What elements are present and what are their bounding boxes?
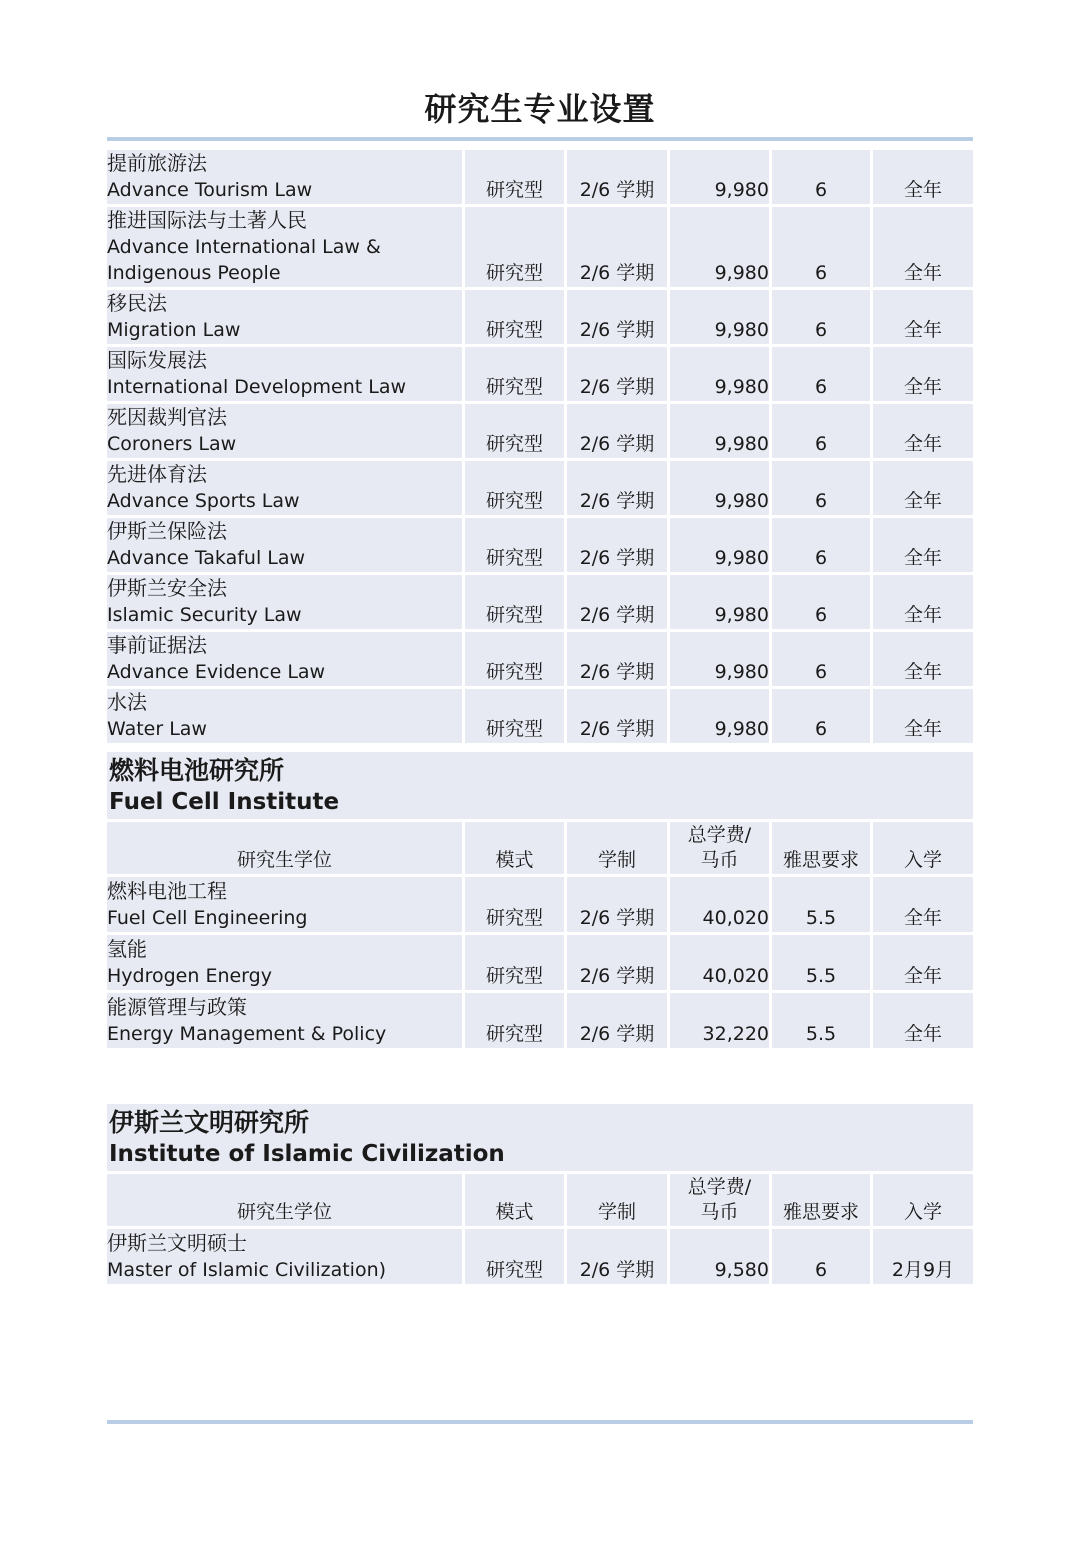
ielts-cell: 6 — [772, 518, 873, 575]
intake-cell: 全年 — [873, 207, 973, 290]
table-row — [107, 461, 973, 518]
institute-name-cn: 燃料电池研究所 — [109, 756, 285, 785]
table-row — [107, 993, 973, 1051]
fee-cell: 9,980 — [670, 575, 772, 632]
program-name-en: Energy Management & Policy — [107, 1023, 387, 1045]
column-header-duration: 学制 — [567, 822, 670, 877]
program-name-cn: 氢能 — [107, 937, 147, 961]
column-header-degree: 研究生学位 — [107, 822, 465, 877]
table-row — [107, 877, 973, 935]
intake-cell: 全年 — [873, 689, 973, 746]
fee-cell: 9,980 — [670, 404, 772, 461]
program-name-cn: 先进体育法 — [107, 462, 207, 486]
column-header-intake: 入学 — [873, 822, 973, 877]
intake-cell: 全年 — [873, 632, 973, 689]
program-name-cell — [107, 461, 465, 518]
program-name-cn: 国际发展法 — [107, 348, 207, 372]
duration-cell: 2/6 学期 — [567, 404, 670, 461]
mode-cell: 研究型 — [465, 461, 567, 518]
program-name-en: Master of Islamic Civilization) — [107, 1259, 387, 1281]
duration-cell: 2/6 学期 — [567, 877, 670, 935]
program-name-cell — [107, 207, 465, 290]
fee-cell: 9,980 — [670, 632, 772, 689]
table-row — [107, 689, 973, 746]
duration-cell: 2/6 学期 — [567, 290, 670, 347]
mode-cell: 研究型 — [465, 632, 567, 689]
program-name-en: Advance Evidence Law — [107, 661, 326, 683]
duration-cell: 2/6 学期 — [567, 518, 670, 575]
fee-header-line2: 马币 — [700, 849, 739, 871]
mode-cell: 研究型 — [465, 404, 567, 461]
intake-cell: 全年 — [873, 347, 973, 404]
program-name-cell — [107, 404, 465, 461]
program-name-en: Migration Law — [107, 319, 241, 341]
institute-name-en: Fuel Cell Institute — [109, 789, 340, 815]
ielts-cell: 6 — [772, 207, 873, 290]
program-name-cell — [107, 1229, 465, 1287]
duration-cell: 2/6 学期 — [567, 461, 670, 518]
column-header-ielts: 雅思要求 — [772, 1174, 873, 1229]
fee-header-line2: 马币 — [700, 1201, 739, 1223]
duration-cell: 2/6 学期 — [567, 935, 670, 993]
header-rule — [107, 137, 973, 141]
duration-cell: 2/6 学期 — [567, 993, 670, 1051]
program-name-cell — [107, 632, 465, 689]
institute-name-en: Institute of Islamic Civilization — [109, 1141, 505, 1167]
program-name-en: Advance Sports Law — [107, 490, 300, 512]
islamic-civilization-programs-table — [107, 1174, 973, 1287]
program-name-cn: 伊斯兰安全法 — [107, 576, 227, 600]
fee-cell: 9,580 — [670, 1229, 772, 1287]
fee-cell: 40,020 — [670, 935, 772, 993]
program-name-cn: 水法 — [107, 690, 147, 714]
program-name-cn: 移民法 — [107, 291, 167, 315]
intake-cell: 全年 — [873, 290, 973, 347]
column-header-mode: 模式 — [465, 822, 567, 877]
program-name-cell — [107, 575, 465, 632]
institute-heading-fuel-cell — [107, 752, 973, 819]
program-name-en: Coroners Law — [107, 433, 237, 455]
page-title: 研究生专业设置 — [424, 90, 656, 128]
ielts-cell: 6 — [772, 290, 873, 347]
duration-cell: 2/6 学期 — [567, 575, 670, 632]
intake-cell: 2月9月 — [873, 1229, 973, 1287]
table-row — [107, 207, 973, 290]
program-name-cn: 死因裁判官法 — [107, 405, 227, 429]
institute-heading-islamic-civilization — [107, 1104, 973, 1171]
intake-cell: 全年 — [873, 518, 973, 575]
ielts-cell: 5.5 — [772, 877, 873, 935]
program-name-cn: 伊斯兰文明硕士 — [107, 1231, 247, 1255]
table-row — [107, 404, 973, 461]
duration-cell: 2/6 学期 — [567, 1229, 670, 1287]
table-row — [107, 150, 973, 207]
footer-rule — [107, 1420, 973, 1424]
mode-cell: 研究型 — [465, 689, 567, 746]
fee-cell: 9,980 — [670, 207, 772, 290]
table-row — [107, 575, 973, 632]
table-row — [107, 632, 973, 689]
institute-name-cn: 伊斯兰文明研究所 — [109, 1108, 310, 1137]
program-name-en: Fuel Cell Engineering — [107, 907, 308, 929]
program-name-en: Water Law — [107, 718, 207, 740]
fee-cell: 32,220 — [670, 993, 772, 1051]
program-name-cn: 能源管理与政策 — [107, 995, 247, 1019]
program-name-cell — [107, 518, 465, 575]
intake-cell: 全年 — [873, 993, 973, 1051]
program-name-cell — [107, 347, 465, 404]
program-name-en: Advance Takaful Law — [107, 547, 306, 569]
program-name-cn: 提前旅游法 — [107, 151, 207, 175]
fee-cell: 9,980 — [670, 518, 772, 575]
table-header-row — [107, 822, 973, 877]
table-row — [107, 1229, 973, 1287]
ielts-cell: 6 — [772, 575, 873, 632]
column-header-fee — [670, 822, 772, 877]
ielts-cell: 5.5 — [772, 993, 873, 1051]
table-row — [107, 518, 973, 575]
fee-header-line1: 总学费/ — [687, 1176, 752, 1198]
intake-cell: 全年 — [873, 935, 973, 993]
column-header-intake: 入学 — [873, 1174, 973, 1229]
program-name-cell — [107, 993, 465, 1051]
ielts-cell: 6 — [772, 689, 873, 746]
intake-cell: 全年 — [873, 877, 973, 935]
column-header-mode: 模式 — [465, 1174, 567, 1229]
table-row — [107, 290, 973, 347]
intake-cell: 全年 — [873, 575, 973, 632]
program-name-cn: 伊斯兰保险法 — [107, 519, 227, 543]
ielts-cell: 6 — [772, 150, 873, 207]
program-name-cn: 事前证据法 — [107, 633, 207, 657]
ielts-cell: 6 — [772, 404, 873, 461]
fee-cell: 9,980 — [670, 150, 772, 207]
ielts-cell: 6 — [772, 632, 873, 689]
mode-cell: 研究型 — [465, 518, 567, 575]
program-name-en: Islamic Security Law — [107, 604, 302, 626]
intake-cell: 全年 — [873, 461, 973, 518]
fee-cell: 9,980 — [670, 290, 772, 347]
fee-cell: 9,980 — [670, 689, 772, 746]
ielts-cell: 5.5 — [772, 935, 873, 993]
mode-cell: 研究型 — [465, 575, 567, 632]
fee-header-line1: 总学费/ — [687, 824, 752, 846]
program-name-en: Advance Tourism Law — [107, 179, 313, 201]
mode-cell: 研究型 — [465, 347, 567, 404]
program-name-cell — [107, 877, 465, 935]
table-header-row — [107, 1174, 973, 1229]
duration-cell: 2/6 学期 — [567, 347, 670, 404]
program-name-cell — [107, 689, 465, 746]
program-name-en-line2: Indigenous People — [107, 262, 281, 284]
fee-cell: 9,980 — [670, 347, 772, 404]
mode-cell: 研究型 — [465, 207, 567, 290]
program-name-en: International Development Law — [107, 376, 407, 398]
mode-cell: 研究型 — [465, 877, 567, 935]
program-name-cell — [107, 150, 465, 207]
program-name-en: Hydrogen Energy — [107, 965, 272, 987]
fuel-cell-programs-table — [107, 822, 973, 1051]
table-row — [107, 347, 973, 404]
mode-cell: 研究型 — [465, 935, 567, 993]
column-header-duration: 学制 — [567, 1174, 670, 1229]
program-name-cell — [107, 935, 465, 993]
ielts-cell: 6 — [772, 1229, 873, 1287]
fee-cell: 40,020 — [670, 877, 772, 935]
law-programs-table — [107, 150, 973, 746]
mode-cell: 研究型 — [465, 290, 567, 347]
program-name-cn: 燃料电池工程 — [107, 879, 227, 903]
duration-cell: 2/6 学期 — [567, 632, 670, 689]
duration-cell: 2/6 学期 — [567, 150, 670, 207]
column-header-degree: 研究生学位 — [107, 1174, 465, 1229]
column-header-ielts: 雅思要求 — [772, 822, 873, 877]
mode-cell: 研究型 — [465, 150, 567, 207]
intake-cell: 全年 — [873, 404, 973, 461]
program-name-cn: 推进国际法与土著人民 — [107, 208, 307, 232]
fee-cell: 9,980 — [670, 461, 772, 518]
ielts-cell: 6 — [772, 461, 873, 518]
program-name-cell — [107, 290, 465, 347]
program-name-en-line1: Advance International Law & — [107, 236, 381, 258]
column-header-fee — [670, 1174, 772, 1229]
mode-cell: 研究型 — [465, 993, 567, 1051]
duration-cell: 2/6 学期 — [567, 689, 670, 746]
ielts-cell: 6 — [772, 347, 873, 404]
mode-cell: 研究型 — [465, 1229, 567, 1287]
table-row — [107, 935, 973, 993]
duration-cell: 2/6 学期 — [567, 207, 670, 290]
intake-cell: 全年 — [873, 150, 973, 207]
